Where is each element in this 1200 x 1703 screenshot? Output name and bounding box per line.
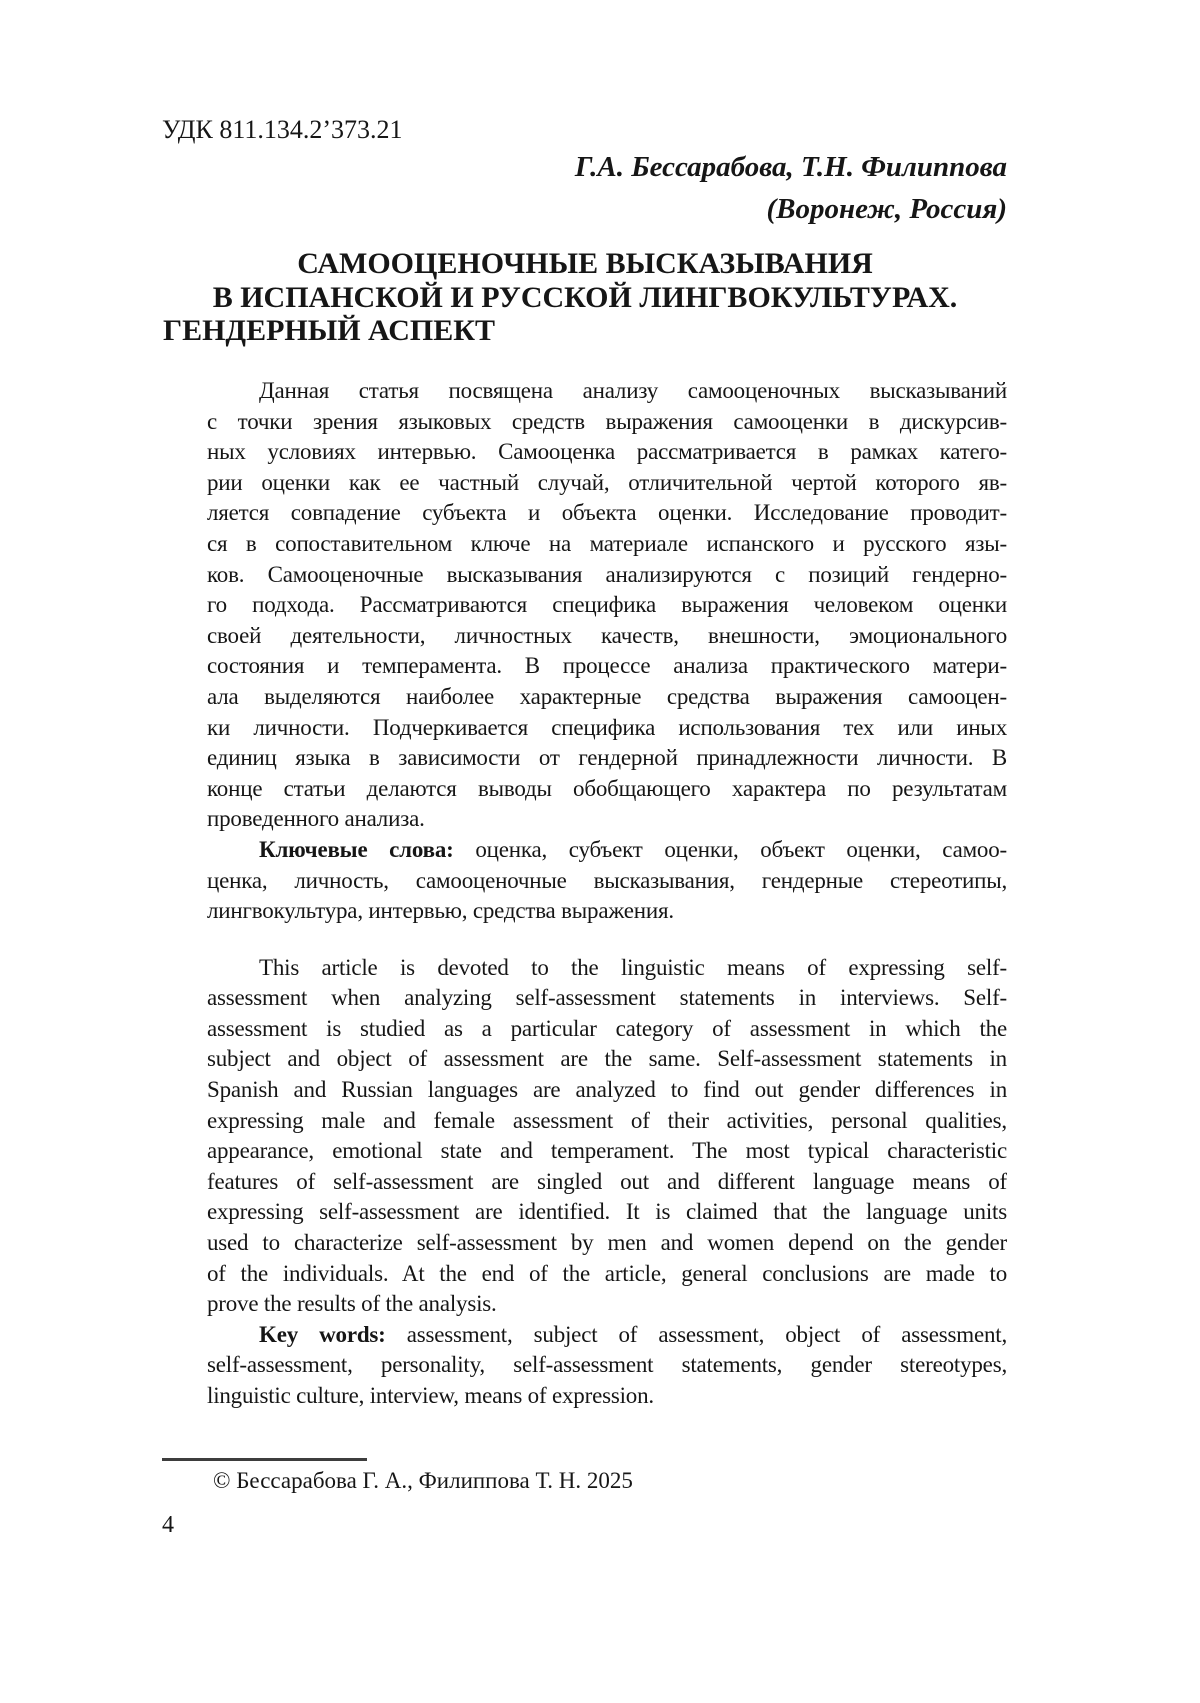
keywords-ru-rest [207, 866, 1007, 927]
text-line: ся в сопоставительном ключе на материале испанского и русского язы- [207, 530, 1007, 556]
text-line: assessment is studied as a particular category of assessment in which the [207, 1015, 1007, 1041]
copyright-line: © Бессарабова Г. А., Филиппова Т. Н. 2025 [213, 1468, 633, 1493]
article-title [163, 247, 1007, 348]
text-line: ляется совпадение субъекта и объекта оценки. Исследование проводит- [207, 500, 1007, 526]
keywords-ru-first-line [207, 835, 1007, 866]
text-line: Данная статья посвящена анализу самооценочных высказываний [259, 378, 1007, 403]
text-line: конце статьи делаются выводы обобщающего характера по результатам [207, 775, 1007, 801]
text-line: САМООЦЕНОЧНЫЕ ВЫСКАЗЫВАНИЯ [297, 247, 873, 280]
keywords-en-label: Key words: [259, 1321, 386, 1347]
text-line: self-assessment, personality, self-assessment statements, gender stereotypes, [207, 1352, 1007, 1378]
text-line: ных условиях интервью. Самооценка рассматривается в рамках катего- [207, 439, 1007, 465]
text-line: appearance, emotional state and temperament. The most typical characteristic [207, 1138, 1007, 1164]
text-line: ков. Самооценочные высказывания анализируются с позиций гендерно- [207, 561, 1007, 587]
keywords-en [207, 1320, 1007, 1412]
text-line: ала выделяются наиболее характерные средства выражения самооцен- [207, 683, 1007, 709]
text-line: Spanish and Russian languages are analyzed to find out gender differences in [207, 1077, 1007, 1103]
keywords-ru [207, 835, 1007, 927]
text-line: проведенного анализа. [207, 806, 425, 832]
text-line: своей деятельности, личностных качеств, внешности, эмоционального [207, 622, 1007, 648]
affiliation-line: (Воронеж, Россия) [766, 193, 1007, 225]
text-line: ГЕНДЕРНЫЙ АСПЕКТ [163, 314, 495, 347]
text-line: linguistic culture, interview, means of expression. [207, 1383, 654, 1408]
text-line: с точки зрения языковых средств выражения самооценки в дискурсив- [207, 408, 1007, 434]
udc-code: УДК 811.134.2’373.21 [162, 115, 403, 144]
text-line: expressing male and female assessment of their activities, personal qualities, [207, 1107, 1007, 1133]
text-line: лингвокультура, интервью, средства выражения. [207, 898, 674, 924]
text-line: features of self-assessment are singled out and different language means of [207, 1168, 1007, 1194]
keywords-ru-text: оценка, субъект оценки, объект оценки, самоо- [475, 836, 1007, 862]
text-line: subject and object of assessment are the same. Self-assessment statements in [207, 1046, 1007, 1072]
abstract-en [207, 953, 1007, 1320]
text-line: единиц языка в зависимости от гендерной принадлежности личности. В [207, 745, 1007, 771]
keywords-en-rest [207, 1350, 1007, 1411]
authors-line: Г.А. Бессарабова, Т.Н. Филиппова [574, 151, 1007, 183]
text-line: ценка, личность, самооценочные высказывания, гендерные стереотипы, [207, 867, 1007, 893]
footnote-divider [162, 1458, 367, 1461]
keywords-en-text: assessment, subject of assessment, object of assessment, [406, 1321, 1007, 1347]
body-text [207, 376, 1007, 1412]
byline [575, 146, 1007, 230]
text-line: состояния и темперамента. В процессе анализа практического матери- [207, 653, 1007, 679]
text-line: of the individuals. At the end of the article, general conclusions are made to [207, 1260, 1007, 1286]
keywords-en-first-line [207, 1320, 1007, 1351]
text-line: expressing self-assessment are identified. It is claimed that the language units [207, 1199, 1007, 1225]
text-line: го подхода. Рассматриваются специфика выражения человеком оценки [207, 592, 1007, 618]
text-line: used to characterize self-assessment by men and women depend on the gender [207, 1230, 1007, 1256]
page-number: 4 [162, 1512, 174, 1538]
keywords-ru-label: Ключевые слова: [259, 836, 454, 862]
abstract-ru [207, 376, 1007, 835]
text-line: This article is devoted to the linguistic means of expressing self- [259, 954, 1007, 980]
text-line: ки личности. Подчеркивается специфика использования тех или иных [207, 714, 1007, 740]
text-line: рии оценки как ее частный случай, отличительной чертой которого яв- [207, 469, 1007, 495]
text-line: prove the results of the analysis. [207, 1291, 497, 1317]
text-line: В ИСПАНСКОЙ И РУССКОЙ ЛИНГВОКУЛЬТУРАХ. [212, 280, 958, 314]
text-line: assessment when analyzing self-assessment statements in interviews. Self- [207, 985, 1007, 1011]
